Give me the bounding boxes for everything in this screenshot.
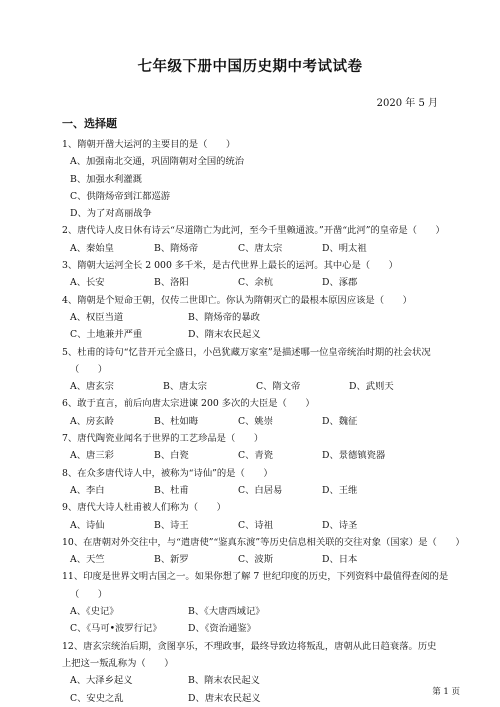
answer-options xyxy=(62,153,442,222)
question-stem: 3、隋朝大运河全长 2 000 多千米，是古代世界上最长的运河。其中心是（ ） xyxy=(62,260,398,272)
answer-option: A、唐三彩 xyxy=(70,450,114,462)
answer-option: A、大泽乡起义 xyxy=(70,675,133,687)
answer-option: C、白居易 xyxy=(238,484,283,496)
answer-options xyxy=(62,690,442,707)
answer-option: B、白瓷 xyxy=(154,450,189,462)
answer-option: C、土地兼并严重 xyxy=(70,329,143,341)
answer-option: C、唐太宗 xyxy=(238,242,283,254)
answer-option: C、安史之乱 xyxy=(70,692,124,704)
question-item xyxy=(62,430,442,465)
answer-option: D、日本 xyxy=(322,554,358,566)
answer-options xyxy=(62,326,442,343)
answer-option: D、诗圣 xyxy=(322,519,358,531)
question-stem: 5、杜甫的诗句“忆昔开元全盛日，小邑犹藏万家室”是描述哪一位皇帝统治时期的社会状况 xyxy=(62,346,431,358)
question-stem: 1、隋朝开凿大运河的主要目的是（ ） xyxy=(62,139,236,150)
answer-option: B、新罗 xyxy=(154,554,189,566)
answer-option: A、唐玄宗 xyxy=(70,381,114,393)
answer-options xyxy=(62,447,442,464)
answer-options xyxy=(62,603,442,620)
answer-option: B、唐太宗 xyxy=(163,381,208,393)
answer-option: B、杜如晦 xyxy=(154,415,199,427)
question-stem: 6、敢于直言，前后向唐太宗进谏 200 多次的大臣是（ ） xyxy=(62,398,315,410)
answer-option: A、李白 xyxy=(70,484,105,496)
answer-option: D、涿郡 xyxy=(322,277,358,289)
question-item xyxy=(62,499,442,534)
answer-option: C、供隋炀帝到江都巡游 xyxy=(70,190,171,202)
answer-option: B、隋炀帝 xyxy=(154,242,199,254)
answer-option: D、魏征 xyxy=(322,415,358,427)
section-heading: 一、选择题 xyxy=(62,117,117,130)
page-number: 第 1 页 xyxy=(432,687,460,697)
answer-option: A、权臣当道 xyxy=(70,311,124,323)
question-stem-continuation: （ ） xyxy=(70,363,108,375)
question-item xyxy=(62,568,449,637)
question-stem: 11、印度是世界文明古国之一。如果你想了解 7 世纪印度的历史，下列资料中最值得查阅的是 xyxy=(62,571,449,583)
question-stem: 4、隋朝是个短命王朝，仅传二世即亡。你认为隋朝灭亡的最根本原因应该是（ ） xyxy=(62,294,412,306)
answer-options xyxy=(62,517,442,534)
answer-option: D、唐末农民起义 xyxy=(188,692,261,704)
exam-date: 2020 年 5 月 xyxy=(376,98,438,109)
answer-options xyxy=(62,274,442,291)
answer-options xyxy=(62,620,442,637)
question-stem: 8、在众多唐代诗人中，被称为“诗仙”的是（ ） xyxy=(62,467,273,479)
question-stem: 9、唐代大诗人杜甫被人们称为（ ） xyxy=(62,502,226,514)
answer-option: A、《史记》 xyxy=(70,606,119,618)
answer-option: D、武则天 xyxy=(349,381,394,393)
answer-option: A、房玄龄 xyxy=(70,415,114,427)
answer-option: D、《资治通鉴》 xyxy=(188,623,256,635)
answer-options xyxy=(62,551,442,568)
answer-options xyxy=(62,378,442,395)
question-stem: 12、唐玄宗统治后期，贪图享乐，不理政事，最终导致边将叛乱，唐朝从此日趋衰落。历史上把这一叛乱称为（ ） xyxy=(62,640,437,669)
page-title: 七年级下册中国历史期中考试试卷 xyxy=(137,58,363,75)
answer-options xyxy=(62,482,442,499)
answer-option: D、景德镇瓷器 xyxy=(322,450,386,462)
answer-option: B、加强水利灌溉 xyxy=(70,173,142,185)
question-item xyxy=(62,534,465,569)
answer-option: A、长安 xyxy=(70,277,105,289)
question-item xyxy=(62,344,442,396)
answer-option: C、姚崇 xyxy=(238,415,274,427)
answer-option: C、诗祖 xyxy=(238,519,274,531)
answer-option: B、洛阳 xyxy=(154,277,189,289)
question-item xyxy=(62,136,442,222)
answer-option: B、杜甫 xyxy=(154,484,189,496)
answer-option: A、诗仙 xyxy=(70,519,105,531)
answer-options xyxy=(62,309,442,326)
answer-option: D、隋末农民起义 xyxy=(188,329,261,341)
question-stem: 10、在唐朝对外交往中，与“遣唐使”“鉴真东渡”等历史信息相关联的交往对象（国家）是（ ） xyxy=(62,536,465,548)
answer-options xyxy=(62,413,442,430)
question-stem: 7、唐代陶瓷业闻名于世界的工艺珍品是（ ） xyxy=(62,433,264,445)
answer-option: A、天竺 xyxy=(70,554,105,566)
question-item xyxy=(62,257,442,292)
question-item xyxy=(62,638,442,707)
question-item xyxy=(62,465,442,500)
answer-option: B、《大唐西域记》 xyxy=(188,606,265,618)
answer-option: A、加强南北交通，巩固隋朝对全国的统治 xyxy=(70,156,245,168)
answer-option: C、青瓷 xyxy=(238,450,274,462)
answer-option: C、隋文帝 xyxy=(256,381,301,393)
question-stem: 2、唐代诗人皮日休有诗云“尽道隋亡为此河，至今千里赖通波。”开凿“此河”的皇帝是（ ） xyxy=(62,225,445,237)
answer-option: B、诗王 xyxy=(154,519,189,531)
answer-option: C、波斯 xyxy=(238,554,274,566)
answer-option: D、为了对高丽战争 xyxy=(70,208,152,220)
answer-options xyxy=(62,672,442,689)
answer-option: B、隋炀帝的暴政 xyxy=(188,311,260,323)
answer-option: A、秦始皇 xyxy=(70,242,114,254)
answer-option: C、《马可•波罗行记》 xyxy=(70,623,162,635)
answer-option: C、余杭 xyxy=(238,277,274,289)
answer-option: B、隋末农民起义 xyxy=(188,675,260,687)
question-item xyxy=(62,222,445,257)
question-item xyxy=(62,292,442,344)
answer-option: D、王维 xyxy=(322,484,358,496)
question-item xyxy=(62,395,442,430)
question-stem-continuation: （ ） xyxy=(70,588,108,600)
answer-option: D、明太祖 xyxy=(322,242,367,254)
answer-options xyxy=(62,240,442,257)
